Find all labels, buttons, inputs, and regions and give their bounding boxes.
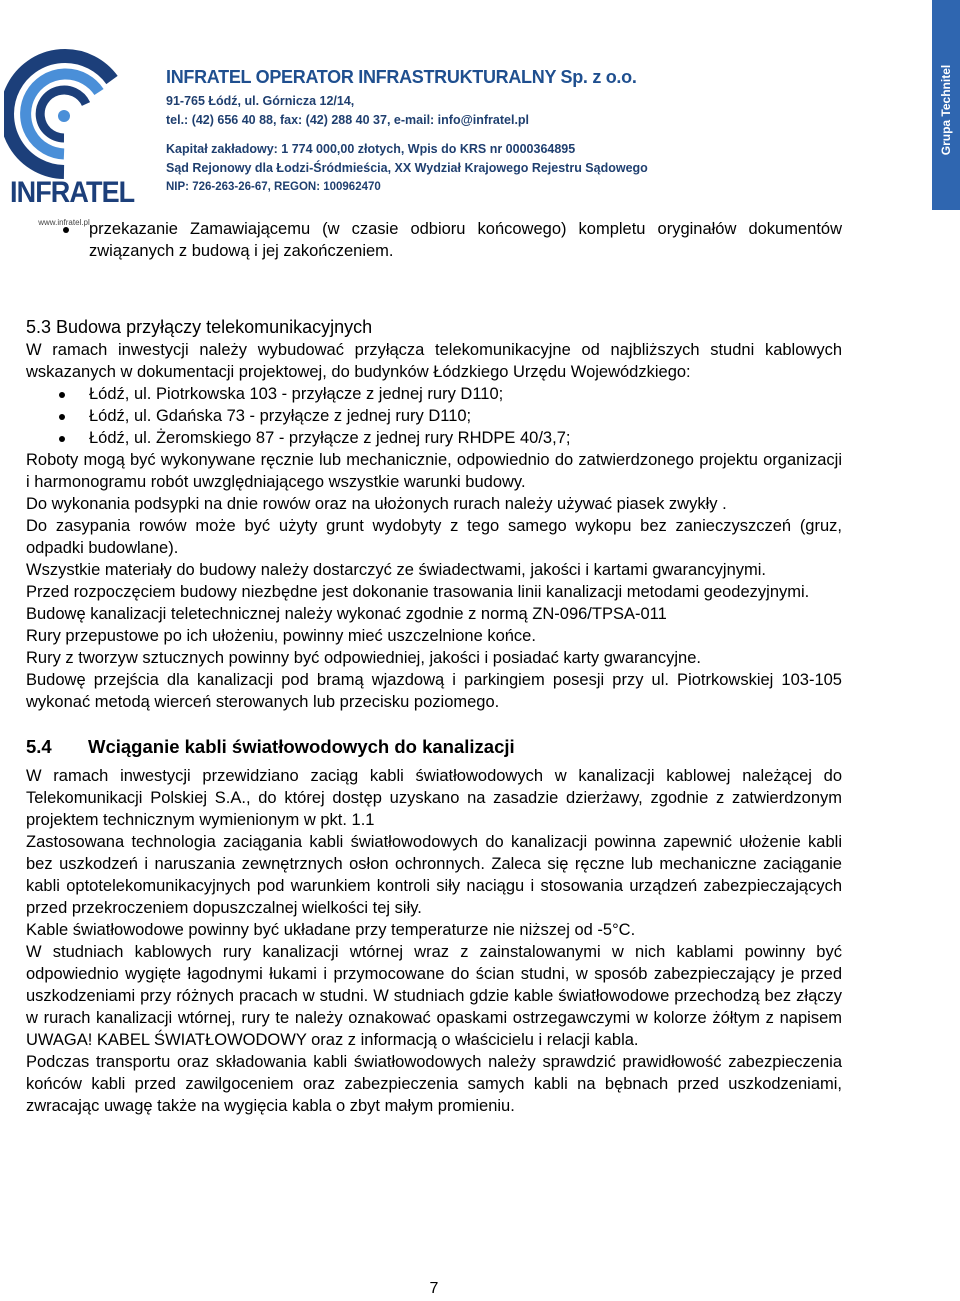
company-capital: Kapitał zakładowy: 1 774 000,00 złotych, Wpis do KRS nr 0000364895 [166, 142, 576, 156]
paragraph: Budowę przejścia dla kanalizacji pod bramą wjazdową i parkingiem posesji przy ul. Piotrkowskiej 103-105 wykonać metodą wierceń sterowanych lub przecisku poziomego. [26, 671, 842, 711]
list-item-text: Łódź, ul. Piotrkowska 103 - przyłącze z jednej rury D110; [89, 385, 504, 403]
group-brand-strip [932, 0, 960, 210]
section-heading-5-4 [26, 735, 842, 759]
company-contact: tel.: (42) 656 40 88, fax: (42) 288 40 37, e-mail: info@infratel.pl [166, 113, 530, 127]
section-title: Wciąganie kabli światłowodowych do kanalizacji [88, 736, 515, 757]
list-item [26, 427, 842, 449]
bullet-icon [59, 436, 65, 442]
infratel-logo [4, 40, 135, 227]
company-name: INFRATEL OPERATOR INFRASTRUKTURALNY Sp. z o.o. [166, 67, 637, 87]
list-item-text: przekazanie Zamawiającemu (w czasie odbioru końcowego) kompletu oryginałów dokumentów związanych z budową i jej zakończeniem. [89, 220, 842, 260]
bullet-icon [63, 227, 69, 233]
paragraph: Wszystkie materiały do budowy należy dostarczyć ze świadectwami, jakości i kartami gwarancyjnymi. [26, 561, 766, 579]
letterhead [0, 0, 960, 227]
paragraph: Do zasypania rowów może być użyty grunt wydobyty z tego samego wykopu bez zanieczyszczeń (gruz, odpadki budowlane). [26, 517, 842, 557]
list-item-text: Łódź, ul. Żeromskiego 87 - przyłącze z jednej rury RHDPE 40/3,7; [89, 429, 571, 447]
list-item [26, 218, 842, 262]
company-court: Sąd Rejonowy dla Łodzi-Śródmieścia, XX Wydział Krajowego Rejestru Sądowego [166, 161, 648, 175]
group-label: Grupa Technitel [939, 64, 953, 156]
page-number: 7 [429, 1280, 439, 1297]
paragraph: Do wykonania podsypki na dnie rowów oraz na ułożonych rurach należy używać piasek zwykły . [26, 495, 727, 513]
paragraph: Budowę kanalizacji teletechnicznej należy wykonać zgodnie z normą ZN-096/TPSA-011 [26, 605, 667, 623]
paragraph: Zastosowana technologia zaciągania kabli światłowodowych do kanalizacji powinna zapewnić ułożenie kabli bez uszkodzeń i naruszania zewnętrznych osłon ochronnych. Zaleca się ręczne lub mechaniczne zaciąganie kabli optotelekomunikacyjnych pod warunkiem kontroli siły naciągu i stosowania urządzeń zabezpieczających przed przekroczeniem dopuszczalnej wielkości tej siły. [26, 833, 842, 917]
paragraph: Podczas transportu oraz składowania kabli światłowodowych należy sprawdzić prawidłowość zabezpieczenia końców kabli przed zawilgoceniem oraz zabezpieczenia samych kabli na bębnach przed uszkodzeniami, zwracając uwagę także na wygięcia kabla o zbyt małym promieniu. [26, 1053, 842, 1115]
company-details [166, 66, 886, 197]
logo-website: www.infratel.pl [38, 218, 90, 227]
section-intro: W ramach inwestycji należy wybudować przyłącza telekomunikacyjne od najbliższych studni kablowych wskazanych w dokumentacji projektowej, do budynków Łódzkiego Urzędu Wojewódzkiego: [26, 341, 842, 381]
paragraph: W ramach inwestycji przewidziano zaciąg kabli światłowodowych w kanalizacji kablowej należącej do Telekomunikacji Polskiej S.A., do której dostęp uzyskano na zasadzie dzierżawy, zgodnie z zatwierdzonym projektem technicznym wymienionym w pkt. 1.1 [26, 767, 842, 829]
company-address: 91-765 Łódź, ul. Górnicza 12/14, [166, 94, 355, 108]
paragraph: Rury przepustowe po ich ułożeniu, powinny mieć uszczelnione końce. [26, 627, 536, 645]
section-number: 5.4 [26, 736, 52, 757]
list-item [26, 383, 842, 405]
paragraph: W studniach kablowych rury kanalizacji wtórnej wraz z zainstalowanymi w nich kablami powinny być odpowiednio wygięte łagodnymi łukami i przymocowane do ścian studni, w sposób zabezpieczający je przed uszkodzeniami przy różnych pracach w studni. W studniach gdzie kable światłowodowe przechodzą bez złączy w rurach kanalizacji wtórnej, rury te należy oznakować opaskami ostrzegawczymi w kolorze żółtym z napisem UWAGA! KABEL ŚWIATŁOWODOWY oraz z informacją o właścicielu i relacji kabla. [26, 943, 842, 1049]
company-ids: NIP: 726-263-26-67, REGON: 100962470 [166, 181, 381, 193]
bullet-icon [59, 414, 65, 420]
section-heading-5-3: 5.3 Budowa przyłączy telekomunikacyjnych [26, 317, 373, 337]
paragraph: Przed rozpoczęciem budowy niezbędne jest dokonanie trasowania linii kanalizacji metodami geodezyjnymi. [26, 583, 810, 601]
paragraph: Rury z tworzyw sztucznych powinny być odpowiedniej, jakości i posiadać karty gwarancyjne. [26, 649, 701, 667]
paragraph: Kable światłowodowe powinny być układane przy temperaturze nie niższej od -5°C. [26, 921, 636, 939]
document-body [26, 218, 842, 1117]
logo-arcs-icon [4, 40, 124, 180]
list-item-text: Łódź, ul. Gdańska 73 - przyłącze z jednej rury D110; [89, 407, 472, 425]
bullet-icon [59, 392, 65, 398]
logo-wordmark: INFRATEL [10, 176, 135, 209]
list-item [26, 405, 842, 427]
paragraph: Roboty mogą być wykonywane ręcznie lub mechanicznie, odpowiednio do zatwierdzonego projektu organizacji i harmonogramu robót uwzględniającego wszystkie warunki budowy. [26, 451, 842, 491]
